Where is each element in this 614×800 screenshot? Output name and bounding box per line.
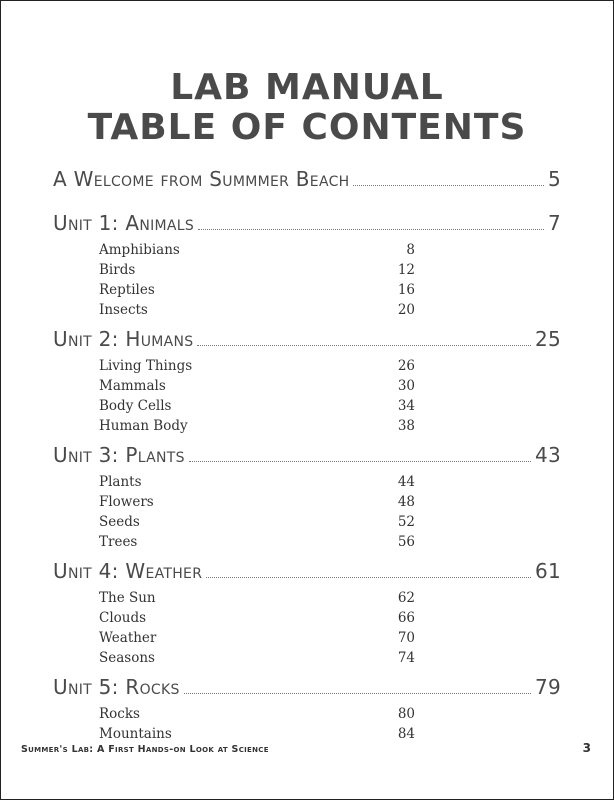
toc-subitem-label: Trees [99, 534, 138, 550]
toc-subitem-label: Plants [99, 474, 142, 490]
toc-subitem[interactable] [53, 281, 561, 301]
dot-leader [198, 228, 544, 230]
toc-subitem-label: Flowers [99, 494, 154, 510]
toc-subitem-page: 26 [397, 358, 415, 374]
toc-subitem[interactable] [53, 241, 561, 261]
toc-entry-welcome[interactable] [53, 163, 561, 191]
toc-subitem[interactable] [53, 609, 561, 629]
toc-unit-4[interactable] [53, 555, 561, 583]
toc-subitem[interactable] [53, 589, 561, 609]
toc-subitem[interactable] [53, 417, 561, 437]
toc-subitem-label: Seasons [99, 650, 155, 666]
toc-unit-label: Unit 3: Plants [53, 443, 185, 467]
toc-subitem[interactable] [53, 629, 561, 649]
toc-subitem-page: 44 [397, 474, 415, 490]
toc-unit-3[interactable] [53, 439, 561, 467]
toc-subitem-label: Living Things [99, 358, 193, 374]
toc-unit-label: Unit 5: Rocks [53, 675, 180, 699]
toc-subitem-page: 70 [397, 630, 415, 646]
toc-subitem[interactable] [53, 397, 561, 417]
toc-subitem[interactable] [53, 377, 561, 397]
toc-subitem-page: 80 [397, 706, 415, 722]
toc-subitem-page: 20 [397, 302, 415, 318]
toc-subitem-label: Mountains [99, 726, 172, 742]
dot-leader [206, 576, 531, 578]
toc-subitem-page: 34 [397, 398, 415, 414]
toc-subitem[interactable] [53, 301, 561, 321]
toc-subitem[interactable] [53, 357, 561, 377]
toc-subitem-label: Amphibians [99, 242, 180, 258]
toc-entry-label: A Welcome from Summmer Beach [53, 167, 350, 191]
footer-page-number: 3 [582, 741, 591, 755]
toc-unit-1[interactable] [53, 207, 561, 235]
toc-subitem-page: 12 [397, 262, 415, 278]
toc-subitem-page: 48 [397, 494, 415, 510]
toc-subitem-page: 56 [397, 534, 415, 550]
toc-unit-page: 79 [534, 675, 561, 699]
toc-unit-label: Unit 2: Humans [53, 327, 194, 351]
toc-subitem-page: 84 [397, 726, 415, 742]
toc-unit-5[interactable] [53, 671, 561, 699]
toc-entry-page: 5 [547, 167, 561, 191]
dot-leader [184, 692, 531, 694]
dot-leader [197, 344, 530, 346]
toc-subitem[interactable] [53, 473, 561, 493]
table-of-contents [53, 163, 561, 745]
toc-subitem-label: Reptiles [99, 282, 155, 298]
toc-unit-2[interactable] [53, 323, 561, 351]
toc-subitem[interactable] [53, 705, 561, 725]
toc-subitem-label: Rocks [99, 706, 140, 722]
toc-subitem-page: 38 [397, 418, 415, 434]
toc-subitem[interactable] [53, 725, 561, 745]
toc-subitem[interactable] [53, 533, 561, 553]
footer-book-title: Summer's Lab: A First Hands-on Look at Science [21, 744, 269, 755]
toc-subitem-label: Body Cells [99, 398, 172, 414]
page-title-line1: LAB MANUAL [170, 67, 444, 108]
toc-subitem[interactable] [53, 513, 561, 533]
toc-subitem-label: Human Body [99, 418, 188, 434]
page-title-line2: TABLE OF CONTENTS [87, 107, 527, 148]
toc-subitem[interactable] [53, 493, 561, 513]
toc-unit-page: 61 [534, 559, 561, 583]
toc-subitem-label: Birds [99, 262, 136, 278]
toc-unit-page: 7 [547, 211, 561, 235]
toc-subitem-page: 52 [397, 514, 415, 530]
toc-subitem-label: Seeds [99, 514, 140, 530]
toc-subitem-label: Clouds [99, 610, 147, 626]
toc-unit-label: Unit 1: Animals [53, 211, 195, 235]
dot-leader [189, 460, 531, 462]
toc-unit-page: 25 [534, 327, 561, 351]
toc-subitem-label: Weather [99, 630, 157, 646]
toc-subitem[interactable] [53, 261, 561, 281]
toc-subitem-page: 8 [406, 242, 415, 258]
toc-subitem-page: 62 [397, 590, 415, 606]
toc-subitem-label: The Sun [99, 590, 156, 606]
dot-leader [353, 184, 543, 186]
toc-subitem-label: Insects [99, 302, 148, 318]
toc-subitem-page: 74 [397, 650, 415, 666]
toc-subitem-page: 66 [397, 610, 415, 626]
toc-subitem-label: Mammals [99, 378, 166, 394]
toc-subitem-page: 16 [397, 282, 415, 298]
toc-unit-page: 43 [534, 443, 561, 467]
toc-subitem-page: 30 [397, 378, 415, 394]
toc-unit-label: Unit 4: Weather [53, 559, 203, 583]
toc-subitem[interactable] [53, 649, 561, 669]
